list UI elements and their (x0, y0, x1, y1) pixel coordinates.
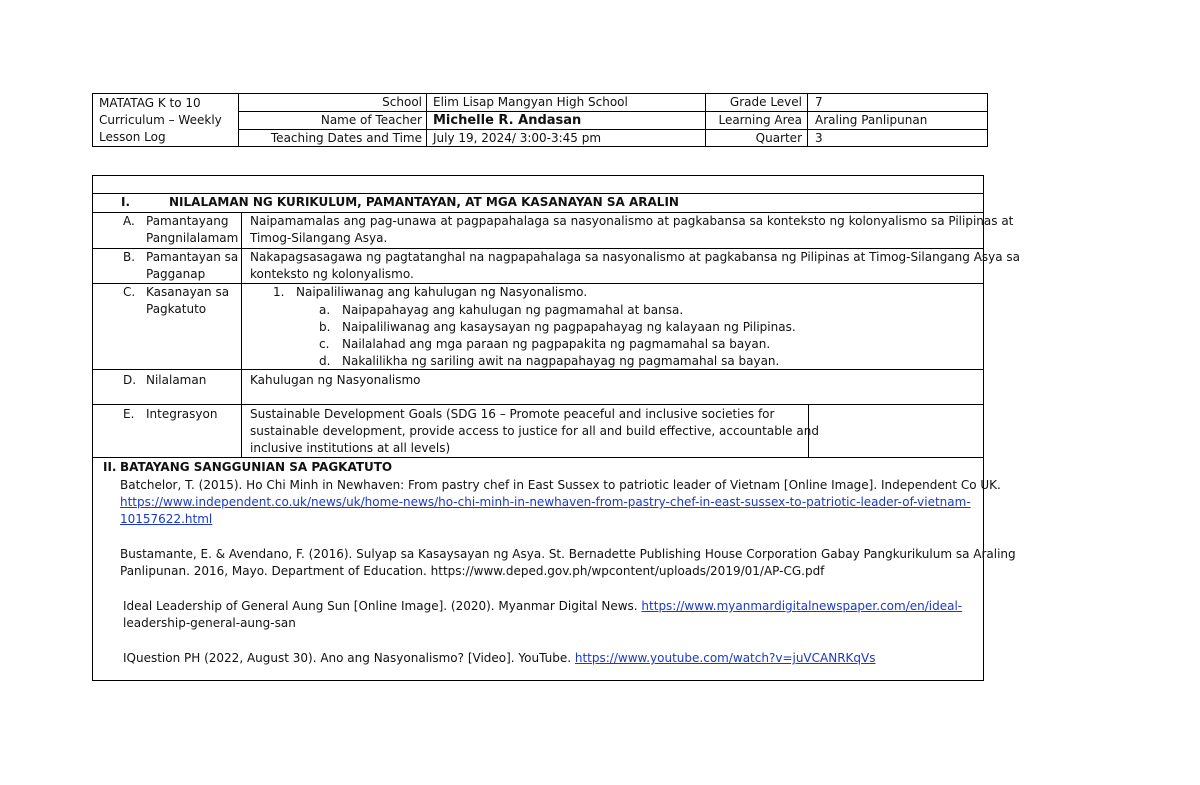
curriculum-table (92, 175, 1021, 681)
row-e-letter: E. (123, 407, 135, 421)
reference-4-link[interactable]: https://www.youtube.com/watch?v=juVCANRKqVs (574, 651, 876, 665)
row-d-content: Kahulugan ng Nasyonalismo (250, 373, 421, 387)
row-b-label: Pamantayan sa Pagganap (146, 250, 239, 281)
teacher-value: Michelle R. Andasan (433, 113, 582, 128)
teacher-label: Name of Teacher (320, 113, 422, 127)
learning-area-label: Learning Area (718, 113, 802, 127)
learning-area-value: Araling Panlipunan (815, 113, 928, 127)
header-table (92, 93, 988, 147)
section-1-title: NILALAMAN NG KURIKULUM, PAMANTAYAN, AT MGA KASANAYAN SA ARALIN (169, 195, 679, 209)
row-d-label: Nilalaman (146, 373, 207, 387)
competency-d-letter: d. (319, 354, 331, 368)
row-b-letter: B. (123, 250, 136, 264)
row-a-label: Pamantayang Pangnilalamam (146, 214, 239, 245)
row-c-label: Kasanayan sa Pagkatuto (146, 285, 230, 316)
row-b-content: Nakapagsasagawa ng pagtatanghal na nagpapahalaga sa nasyonalismo at pagkabansa ng Pilipinas at Timog-Silangang Asya sa konteksto ng kolonyalismo. (250, 250, 1021, 281)
dates-label: Teaching Dates and Time (270, 131, 422, 145)
reference-4: IQuestion PH (2022, August 30). Ano ang Nasyonalismo? [Video]. YouTube. https://www.youtube.com/watch?v=juVCANRKqVs (123, 651, 876, 665)
quarter-label: Quarter (755, 131, 802, 145)
row-d-letter: D. (123, 373, 137, 387)
grade-level-value: 7 (815, 95, 823, 109)
grade-level-label: Grade Level (729, 95, 802, 109)
competency-number: 1. (273, 285, 285, 299)
row-c-letter: C. (123, 285, 136, 299)
competency-a-letter: a. (319, 303, 331, 317)
lesson-log-title: MATATAG K to 10 Curriculum – Weekly Lesson Log (99, 96, 222, 144)
row-a-letter: A. (123, 214, 135, 228)
row-a-content: Naipamamalas ang pag-unawa at pagpapahalaga sa nasyonalismo at pagkabansa sa konteksto ng kolonyalismo sa Pilipinas at Timog-Silangang Asya. (250, 214, 1014, 245)
row-e-content: Sustainable Development Goals (SDG 16 – Promote peaceful and inclusive societies for sustainable development, provide access to justice for all and build effective, accountable and inclusive institutions at all levels) (250, 407, 819, 455)
section-2-number: II. (103, 460, 117, 474)
competency-a: Naipapahayag ang kahulugan ng pagmamahal at bansa. (342, 303, 684, 317)
quarter-value: 3 (815, 131, 823, 145)
competency-c-letter: c. (319, 337, 330, 351)
reference-1: Batchelor, T. (2015). Ho Chi Minh in Newhaven: From pastry chef in East Sussex to patriotic leader of Vietnam [Online Image]. Independent Co UK. https://www.independent.co.uk/news/uk/home-news/ho-chi-minh-in-newhaven-from-pastry-chef-in-east-sussex-to-patriotic-leader-of-vietnam- 10157622.html (120, 478, 1001, 526)
competency-c: Nailalahad ang mga paraan ng pagpapakita ng pagmamahal sa bayan. (342, 337, 771, 351)
reference-3-link[interactable]: https://www.myanmardigitalnewspaper.com/en/ideal- (641, 599, 963, 613)
reference-1-link[interactable]: https://www.independent.co.uk/news/uk/home-news/ho-chi-minh-in-newhaven-from-pastry-chef-in-east-sussex-to-patriotic-leader-of-vietnam- (120, 495, 971, 509)
dates-value: July 19, 2024/ 3:00-3:45 pm (433, 131, 602, 145)
reference-1-link-cont[interactable]: 10157622.html (120, 512, 213, 526)
school-label: School (382, 95, 422, 109)
competency-d: Nakalilikha ng sariling awit na nagpapahayag ng pagmamahal sa bayan. (342, 354, 780, 368)
competency-b-letter: b. (319, 320, 331, 334)
competency-b: Naipaliliwanag ang kasaysayan ng pagpapahayag ng kalayaan ng Pilipinas. (342, 320, 796, 334)
competency-main: Naipaliliwanag ang kahulugan ng Nasyonalismo. (296, 285, 588, 299)
reference-2: Bustamante, E. & Avendano, F. (2016). Sulyap sa Kasaysayan ng Asya. St. Bernadette Publishing House Corporation Gabay Pangkurikulum sa Araling Panlipunan. 2016, Mayo. Department of Education. https://www.deped.gov.ph/wpcontent/uploads/2019/01/AP-CG.pdf (120, 547, 1016, 578)
section-2-title: BATAYANG SANGGUNIAN SA PAGKATUTO (120, 460, 393, 474)
reference-3: Ideal Leadership of General Aung Sun [Online Image]. (2020). Myanmar Digital News. https://www.myanmardigitalnewspaper.com/en/ideal- leadership-general-aung-san (123, 599, 963, 630)
row-e-label: Integrasyon (146, 407, 218, 421)
section-1-number: I. (121, 195, 131, 209)
school-value: Elim Lisap Mangyan High School (433, 95, 628, 109)
